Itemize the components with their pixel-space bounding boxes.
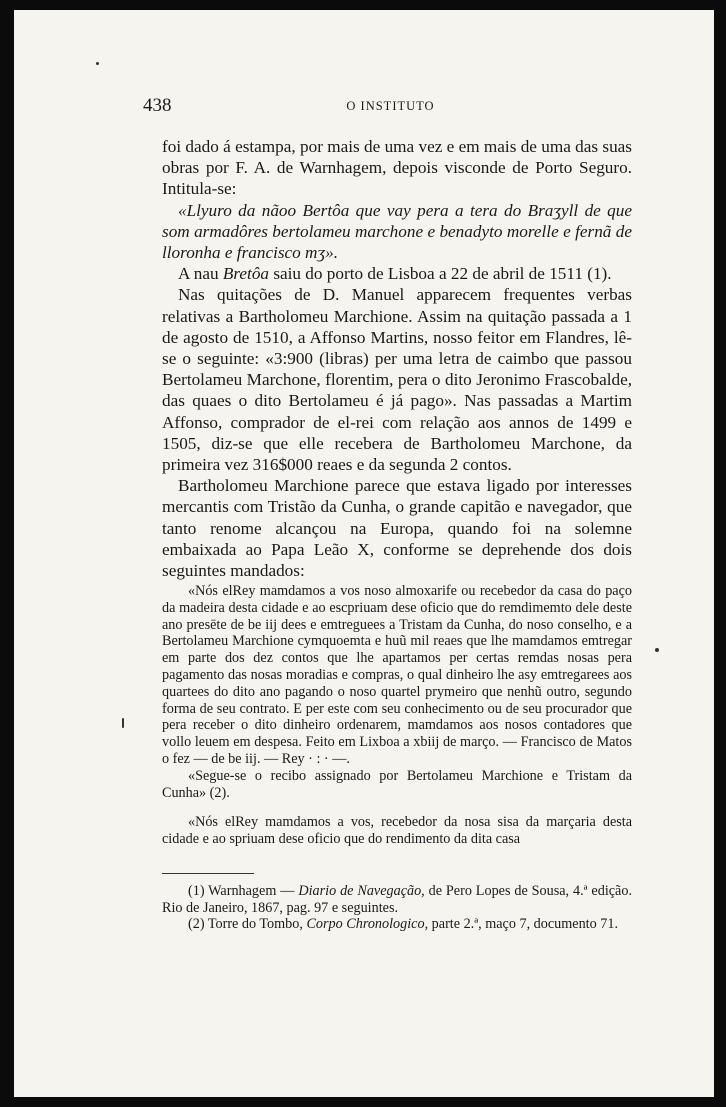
ink-speck	[655, 648, 659, 652]
ship-name: Bretôa	[222, 264, 270, 284]
footnote	[162, 883, 632, 916]
page-number: 438	[143, 95, 172, 116]
quoted-documents	[162, 583, 632, 848]
text-run: saiu do porto de Lisboa a 22 de abril de 1511 (1).	[269, 264, 612, 284]
ink-speck	[122, 718, 124, 728]
paragraph: foi dado á estampa, por mais de uma vez e em mais de uma das suas obras por F. A. de Warnhagem, depois visconde de Porto Seguro. Intitula-se:	[162, 137, 632, 199]
running-title: O INSTITUTO	[346, 99, 435, 113]
paragraph	[162, 263, 632, 284]
footnotes	[162, 883, 632, 933]
book-title-quote: «Llyuro da nãoo Bertôa que vay pera a tera do Braʒyll de que som armadôres bertolameu marchone e benadyto morelle e fernã de lloronha e francisco mʒ».	[162, 200, 632, 263]
page-header	[143, 95, 638, 119]
text-run: de Pero Lopes de Sousa, 4.ª edição. Rio de Janeiro, 1867, pag. 97 e seguintes.	[162, 883, 632, 916]
paragraph: Nas quitações de D. Manuel apparecem frequentes verbas relativas a Bartholomeu Marchione. Assim na quitação passada a 1 de agosto de 1510, a Affonso Martins, nosso feitor em Flandres, lê-se o seguinte: «3:900 (libras) per uma letra de caimbo que passou Bertolameu Marchone, florentim, pera o dito Jeronimo Frascobalde, das quaes o dito Bertolameu é já pago». Nas passadas a Martim Affonso, comprador de el-rei com relação aos annos de 1499 e 1505, diz-se que elle recebera de Bartholomeu Marchone, da primeira vez 316$000 reaes e da segunda 2 contos.	[162, 285, 632, 475]
footnote-rule	[162, 873, 254, 874]
mandate-quote: «Nós elRey mamdamos a vos, recebedor da nosa sisa da marçaria desta cidade e ao spriuam dese oficio que do rendimento da dita casa	[162, 814, 632, 848]
paragraph: Bartholomeu Marchione parece que estava ligado por interesses mercantis com Tristão da Cunha, o grande capitão e navegador, que tanto renome alcançou na Europa, quando foi na solemne embaixada ao Papa Leão X, conforme se deprehende dos dois seguintes mandados:	[162, 476, 632, 581]
cited-title: Corpo Chronologico,	[306, 916, 429, 932]
footnote	[162, 916, 632, 933]
cited-title: Diario de Navegação,	[298, 883, 425, 899]
text-run: (1) Warnhagem —	[188, 883, 299, 899]
receipt-note: «Segue-se o recibo assignado por Bertolameu Marchione e Tristam da Cunha» (2).	[162, 767, 632, 801]
mandate-quote: «Nós elRey mamdamos a vos noso almoxarife ou recebedor da casa do paço da madeira desta cidade e ao escpriuam dese oficio que do remdimemto dele deste ano presēte de be iij dees e emtreguees a Tristam da Cunha, do noso conselho, e a Bertolameu Marchione cymquoemta e huũ mil reaes que lhe mamdamos emtregar em parte dos dez contos que lhe apartamos per certas remdas nosas pera pagamento das nosas moradias e compras, o qual dinheiro lhe asy emtregarees aos quartees do dito ano pagando o noso quartel prymeiro que nenhũ outro, segundo forma de seu contrato. E per este com seu conhecimento ou de seu procurador que pera receber o dito dinheiro ordenarem, mamdamos aos nosos contadores que vollo leuem em despesa. Feito em Lixboa a xbiij de março. — Francisco de Matos o fez — de be iij. — Rey · : · —.	[162, 583, 632, 767]
text-run: A nau	[178, 264, 223, 284]
main-text	[162, 136, 632, 581]
text-run: (2) Torre do Tombo,	[188, 916, 307, 932]
text-run: parte 2.ª, maço 7, documento 71.	[428, 916, 619, 932]
ink-speck	[96, 62, 99, 65]
